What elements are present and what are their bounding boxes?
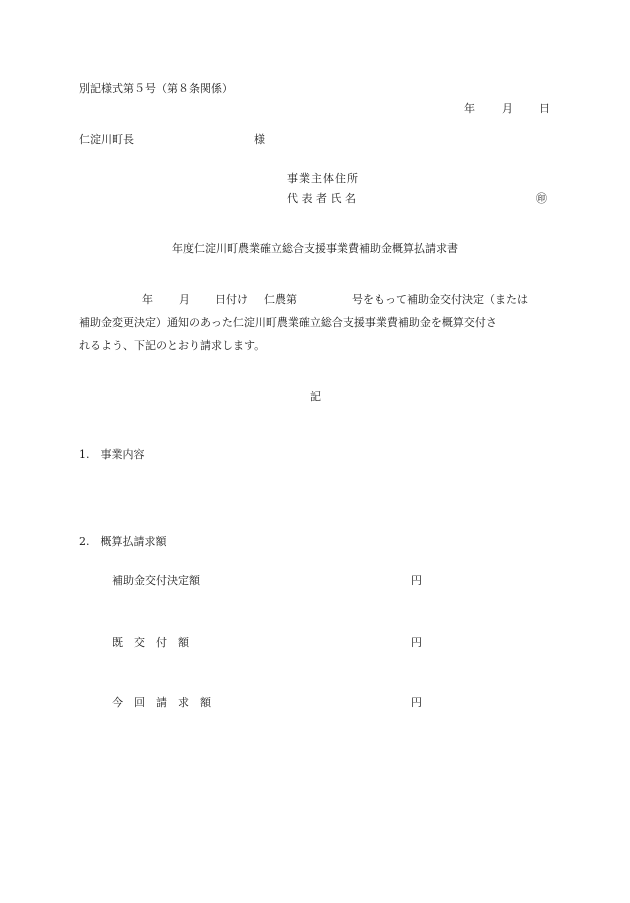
representative-name-label: 代 表 者 氏 名 [287,192,356,205]
form-number: 別記様式第５号（第８条関係） [79,82,233,95]
body-line3: れるよう、下記のとおり請求します。 [79,339,266,352]
body-ref-prefix: 仁農第 [264,293,297,306]
ki-heading: 記 [310,390,321,403]
amount-unit-decided: 円 [411,574,422,587]
applicant-address-label: 事業主体住所 [287,172,359,185]
body-line1-rest: 号をもって補助金交付決定（または [352,293,528,306]
body-year: 年 [142,293,153,306]
amount-label-paid: 既 交 付 額 [112,636,189,649]
document-title: 年度仁淀川町農業確立総合支援事業費補助金概算払請求書 [172,242,458,255]
addressee-name: 仁淀川町長 [79,133,134,146]
body-month: 月 [179,293,190,306]
amount-unit-request: 円 [411,696,422,709]
amount-label-decided: 補助金交付決定額 [112,574,200,587]
amount-label-request: 今 回 請 求 額 [112,696,211,709]
amount-unit-paid: 円 [411,636,422,649]
date-month: 月 [502,102,513,115]
addressee-honorific: 様 [254,133,265,146]
section-2-heading: 2. 概算払請求額 [79,535,167,548]
date-day: 日 [539,102,550,115]
seal-mark: ㊞ [536,192,547,205]
body-line2: 補助金変更決定）通知のあった仁淀川町農業確立総合支援事業費補助金を概算交付さ [79,316,497,329]
date-year: 年 [464,102,475,115]
section-1-heading: 1. 事業内容 [79,448,145,461]
body-dated: 日付け [215,293,248,306]
